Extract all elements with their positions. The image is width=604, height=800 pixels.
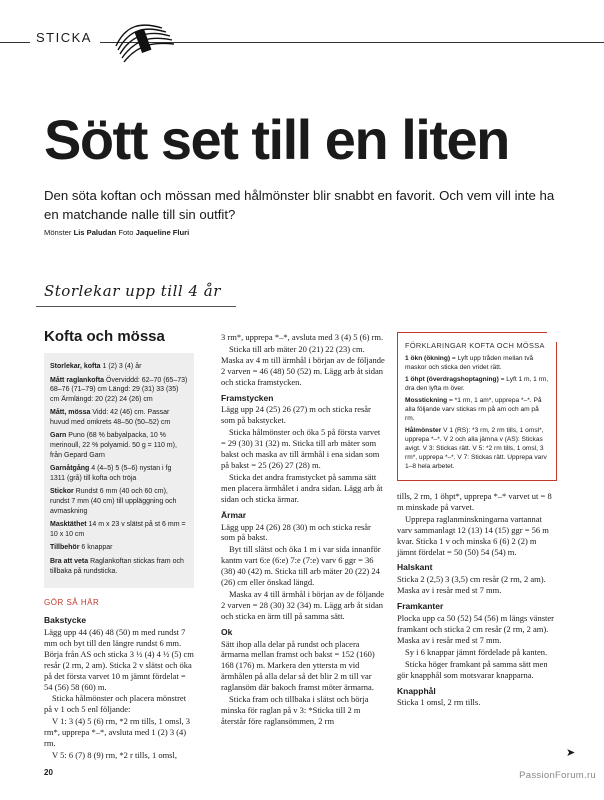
page-title: Sött set till en liten bbox=[44, 108, 509, 171]
paragraph: Sätt ihop alla delar på rundst och placera ärmarna mellan framst och bakst = 152 (160) 168 (176) m. Markera den yttersta m vid ärmhålen på alla delar så det blir 2 m till var raglansöm där bakoch framst möter ärmarna. bbox=[221, 638, 375, 693]
column-2 bbox=[221, 332, 385, 728]
materials-box bbox=[44, 353, 194, 588]
paragraph: 3 rm*, upprepa *–*, avsluta med 3 (4) 5 (6) rm. bbox=[221, 332, 384, 342]
subheading: Framstycken bbox=[221, 392, 274, 403]
materials-item: Stickor Rundst 6 mm (40 och 60 cm), rundst 7 mm (40 cm) till uppläggning och avmaskning bbox=[50, 488, 177, 515]
paragraph: Lägg upp 44 (46) 48 (50) m med rundst 7 mm och byt till den längre rundst 6 mm. Börja från AS och sticka 3 ½ (4) 4 ½ (5) cm resår (2 rm, 2 am). Sticka 2 v slätst och öka på det första varvet 10 m jämnt fördelat = 54 (56) 58 (60) m. bbox=[44, 627, 194, 692]
page-number: 20 bbox=[44, 768, 53, 777]
watermark: PassionForum.ru bbox=[519, 770, 596, 781]
subheading: Ok bbox=[221, 626, 233, 637]
explanation-item: Mosstickning = *1 rm, 1 am*, upprepa *–*. På alla följande varv stickas rm på am och am på rm. bbox=[405, 397, 542, 422]
subheading: Ärmar bbox=[221, 509, 247, 520]
pattern-author: Lis Paludan bbox=[73, 228, 117, 237]
materials-item: Mått, mössa Vidd: 42 (46) cm. Passar huvud med omkrets 48–50 (50–52) cm bbox=[50, 409, 171, 426]
paragraph: Plocka upp ca 50 (52) 54 (56) m längs vänster framkant och sticka 2 cm resår (2 rm, 2 am). Maska av i resår med st 7 mm. bbox=[397, 613, 554, 645]
section-tag: STICKA bbox=[30, 30, 100, 45]
paragraph: Sticka det andra framstycket på samma sätt men placera ärmhålet i andra sidan. Lägg arb åt sidan och sticka ärmar. bbox=[221, 471, 383, 504]
paragraph: tills, 2 rm, 1 öhpt*, upprepa *–* varvet ut = 8 m minskade på varvet. bbox=[397, 491, 552, 512]
materials-item: Bra att veta Raglankoftan stickas fram och tillbaka på rundsticka. bbox=[50, 558, 184, 575]
paragraph: Byt till slätst och öka 1 m i var sida innanför kantm vart 6:e (6:e) 7:e (7:e) varv 6 ggr = 36 (38) 40 (42) m. Sticka till arb mäter 20 (22) 24 (26) cm eller önskad längd. bbox=[221, 544, 381, 588]
materials-item: Tillbehör 6 knappar bbox=[50, 544, 113, 552]
paragraph: Maska av 4 till ärmhål i början av de följande 2 varven = 28 (30) 32 (34) m. Lägg arb åt sidan och sticka en ärm till på samma sätt. bbox=[221, 588, 385, 621]
photo-author: Jaqueline Fluri bbox=[135, 228, 190, 237]
credits bbox=[44, 228, 189, 237]
section-heading: Kofta och mössa bbox=[44, 328, 165, 345]
header bbox=[0, 18, 604, 68]
paragraph: Sticka hålmönster och öka 5 på första varvet = 29 (30) 31 (32) m. Sticka till arb mäter som bakst och maska av till ärmhål i ena sidan som på bakst = 25 (26) 27 (28) m. bbox=[221, 427, 381, 470]
paragraph: Sticka 1 omsl, 2 rm tills. bbox=[397, 697, 481, 708]
photo-label: Foto bbox=[118, 228, 134, 237]
script-underline bbox=[36, 306, 236, 307]
intro-text: Den söta koftan och mössan med hålmönster blir snabbt en favorit. Och vem vill inte ha en matchande nalle till sin outfit? bbox=[44, 188, 555, 222]
paragraph: Upprepa raglanminskningarna vartannat varv sammanlagt 12 (13) 14 (15) ggr = 56 m kvar. Sticka 1 v och minska 6 (6) 2 (2) m jämnt fördelat = 50 (50) 54 (54) m. bbox=[397, 513, 549, 557]
instructions-heading: GÖR SÅ HÄR bbox=[44, 598, 100, 608]
paragraph: V 5: 6 (7) 8 (9) rm, *2 r tills, 1 omsl, bbox=[52, 749, 177, 760]
explanation-item: 1 ökn (ökning) = Lyft upp tråden mellan två maskor och sticka den vridet rätt. bbox=[405, 355, 534, 371]
pattern-label: Mönster bbox=[44, 228, 72, 237]
paragraph: Lägg upp 24 (25) 26 (27) m och sticka resår som på bakstycket. bbox=[221, 404, 371, 426]
explanation-item: Hålmönster V 1 (RS): *3 rm, 2 rm tills, 1 omsl*, upprepa *–*. V 2 och alla jämna v (AS): Stickas avigt. V 3: Stickas rätt. V 5: *2 rm tills, 1 omsl, 3 rm*, upprepa *–*. V 7: Stickas rätt. Upprepa varv 1–8 hela arbetet. bbox=[405, 427, 547, 470]
subheading: Knapphål bbox=[397, 685, 436, 696]
paragraph: Sticka hålmönster och placera mönstret på v 1 och 5 enl följande: bbox=[44, 693, 187, 715]
materials-item: Storlekar, kofta 1 (2) 3 (4) år bbox=[50, 362, 142, 370]
paragraph: Sy i 6 knappar jämnt fördelade på kanten. bbox=[405, 646, 548, 657]
explanations-title: FÖRKLARINGAR KOFTA OCH MÖSSA bbox=[405, 341, 545, 350]
paragraph: Sticka fram och tillbaka i slätst och börja minska för raglan på v 3: *Sticka till 2 m återstår före raglansömmen, 2 rm bbox=[221, 694, 369, 726]
paragraph: Sticka höger framkant på samma sätt men gör knapphål som motsvarar knapparna. bbox=[397, 658, 548, 680]
explanation-item: 1 öhpt (överdragshoptagning) = Lyft 1 m, 1 rm, dra den lyfta m över. bbox=[405, 376, 549, 392]
explanations-box bbox=[397, 332, 557, 481]
yarn-skein-icon bbox=[112, 18, 176, 66]
subheading: Framkanter bbox=[397, 601, 444, 612]
sizes-script-heading: Storlekar upp till 4 år bbox=[44, 282, 221, 300]
corner-notch bbox=[547, 332, 557, 342]
materials-item: Garnåtgång 4 (4–5) 5 (5–6) nystan i fg 1311 (grå) till kofta och tröja bbox=[50, 465, 172, 482]
subheading: Bakstycke bbox=[44, 615, 87, 626]
column-1 bbox=[44, 328, 194, 762]
materials-item: Masktäthet 14 m x 23 v slätst på st 6 mm = 10 x 10 cm bbox=[50, 521, 186, 538]
column-3 bbox=[397, 332, 557, 709]
subheading: Halskant bbox=[397, 562, 433, 573]
materials-item: Mått raglankofta Överviddd: 62–70 (65–73) 68–76 (71–79) cm Längd: 29 (31) 33 (35) cm Ärmlängd: 20 (22) 24 (26) cm bbox=[50, 376, 188, 403]
paragraph: Sticka till arb mäter 20 (21) 22 (23) cm. Maska av 4 m till ärmhål i början av de följande 2 varven = 46 (48) 50 (52) m. Lägg arb åt sidan och sticka framstycken. bbox=[221, 343, 385, 387]
continue-arrow-icon: ➤ bbox=[566, 747, 576, 759]
paragraph: Sticka 2 (2,5) 3 (3,5) cm resår (2 rm, 2 am). Maska av i resår med st 7 mm. bbox=[397, 574, 546, 596]
paragraph: Lägg upp 24 (26) 28 (30) m och sticka resår som på bakst. bbox=[221, 521, 371, 543]
materials-item: Garn Puno (68 % babyalpacka, 10 % merinoull, 22 % polyamid. 50 g = 110 m), från Gepard Garn bbox=[50, 432, 177, 459]
paragraph: V 1: 3 (4) 5 (6) rm, *2 rm tills, 1 omsl, 3 rm*, upprepa *–*, avsluta med 1 (2) 3 (4) rm. bbox=[44, 716, 190, 749]
